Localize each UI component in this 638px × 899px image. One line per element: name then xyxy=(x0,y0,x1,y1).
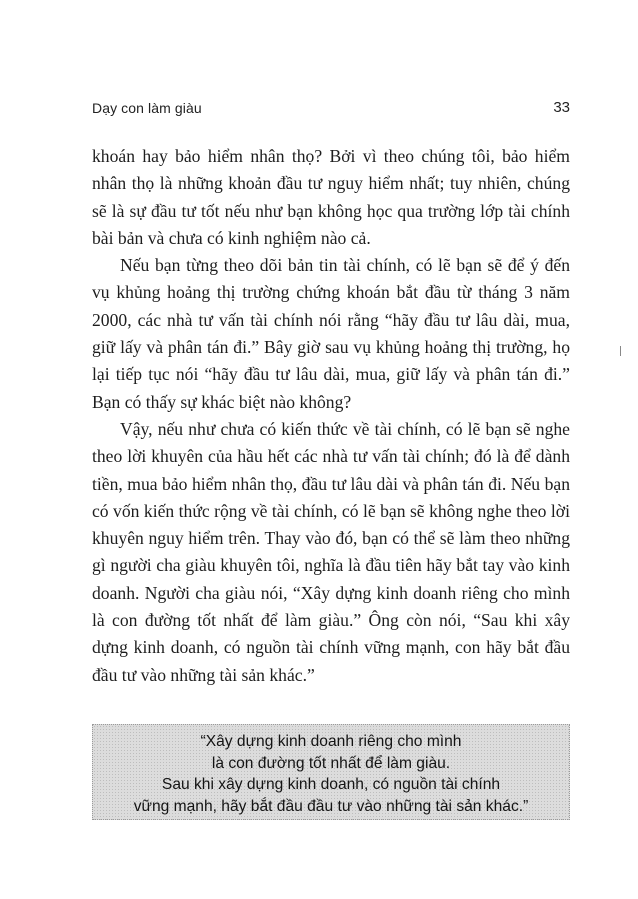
pull-quote-line: vững mạnh, hãy bắt đầu đầu tư vào những tài sản khác.” xyxy=(133,797,529,815)
pull-quote-line: là con đường tốt nhất để làm giàu. xyxy=(211,754,451,772)
paragraph-rich-dad-advice: Vậy, nếu như chưa có kiến thức về tài chính, có lẽ bạn sẽ nghe theo lời khuyên của hầu hết các nhà tư vấn tài chính; đó là để dành tiền, mua bảo hiểm nhân thọ, đầu tư lâu dài và phân tán đi. Nếu bạn có vốn kiến thức rộng về tài chính, có lẽ bạn sẽ không nghe theo lời khuyên nguy hiểm trên. Thay vào đó, bạn có thể sẽ làm theo những gì người cha giàu khuyên tôi, nghĩa là đầu tiên hãy bắt tay vào kinh doanh. Người cha giàu nói, “Xây dựng kinh doanh riêng cho mình là con đường tốt nhất để làm giàu.” Ông còn nói, “Sau khi xây dựng kinh doanh, có nguồn tài chính vững mạnh, con hãy bắt đầu đầu tư vào những tài sản khác.” xyxy=(92,418,570,685)
pull-quote-line: “Xây dựng kinh doanh riêng cho mình xyxy=(200,733,462,750)
scan-artifact-mark xyxy=(620,346,621,356)
page-number: 33 xyxy=(553,99,570,116)
running-header-title: Dạy con làm giàu xyxy=(92,100,202,116)
pull-quote-box xyxy=(92,724,570,820)
paragraph-continued: khoán hay bảo hiểm nhân thọ? Bởi vì theo chúng tôi, bảo hiểm nhân thọ là những khoản đầu tư nguy hiểm nhất; tuy nhiên, chúng sẽ là sự đầu tư tốt nếu như bạn không học qua trường lớp tài chính bài bản và chưa có kinh nghiệm nào cả. xyxy=(92,146,570,248)
body-text xyxy=(92,143,570,689)
pull-quote-line: Sau khi xây dựng kinh doanh, có nguồn tài chính xyxy=(161,776,501,793)
paragraph-financial-news: Nếu bạn từng theo dõi bản tin tài chính, có lẽ bạn sẽ để ý đến vụ khủng hoảng thị trường chứng khoán bắt đầu từ tháng 3 năm 2000, các nhà tư vấn tài chính nói rằng “hãy đầu tư lâu dài, mua, giữ lấy và phân tán đi.” Bây giờ sau vụ khủng hoảng thị trường, họ lại tiếp tục nói “hãy đầu tư lâu dài, mua, giữ lấy và phân tán đi.” Bạn có thấy sự khác biệt nào không? xyxy=(92,255,570,412)
